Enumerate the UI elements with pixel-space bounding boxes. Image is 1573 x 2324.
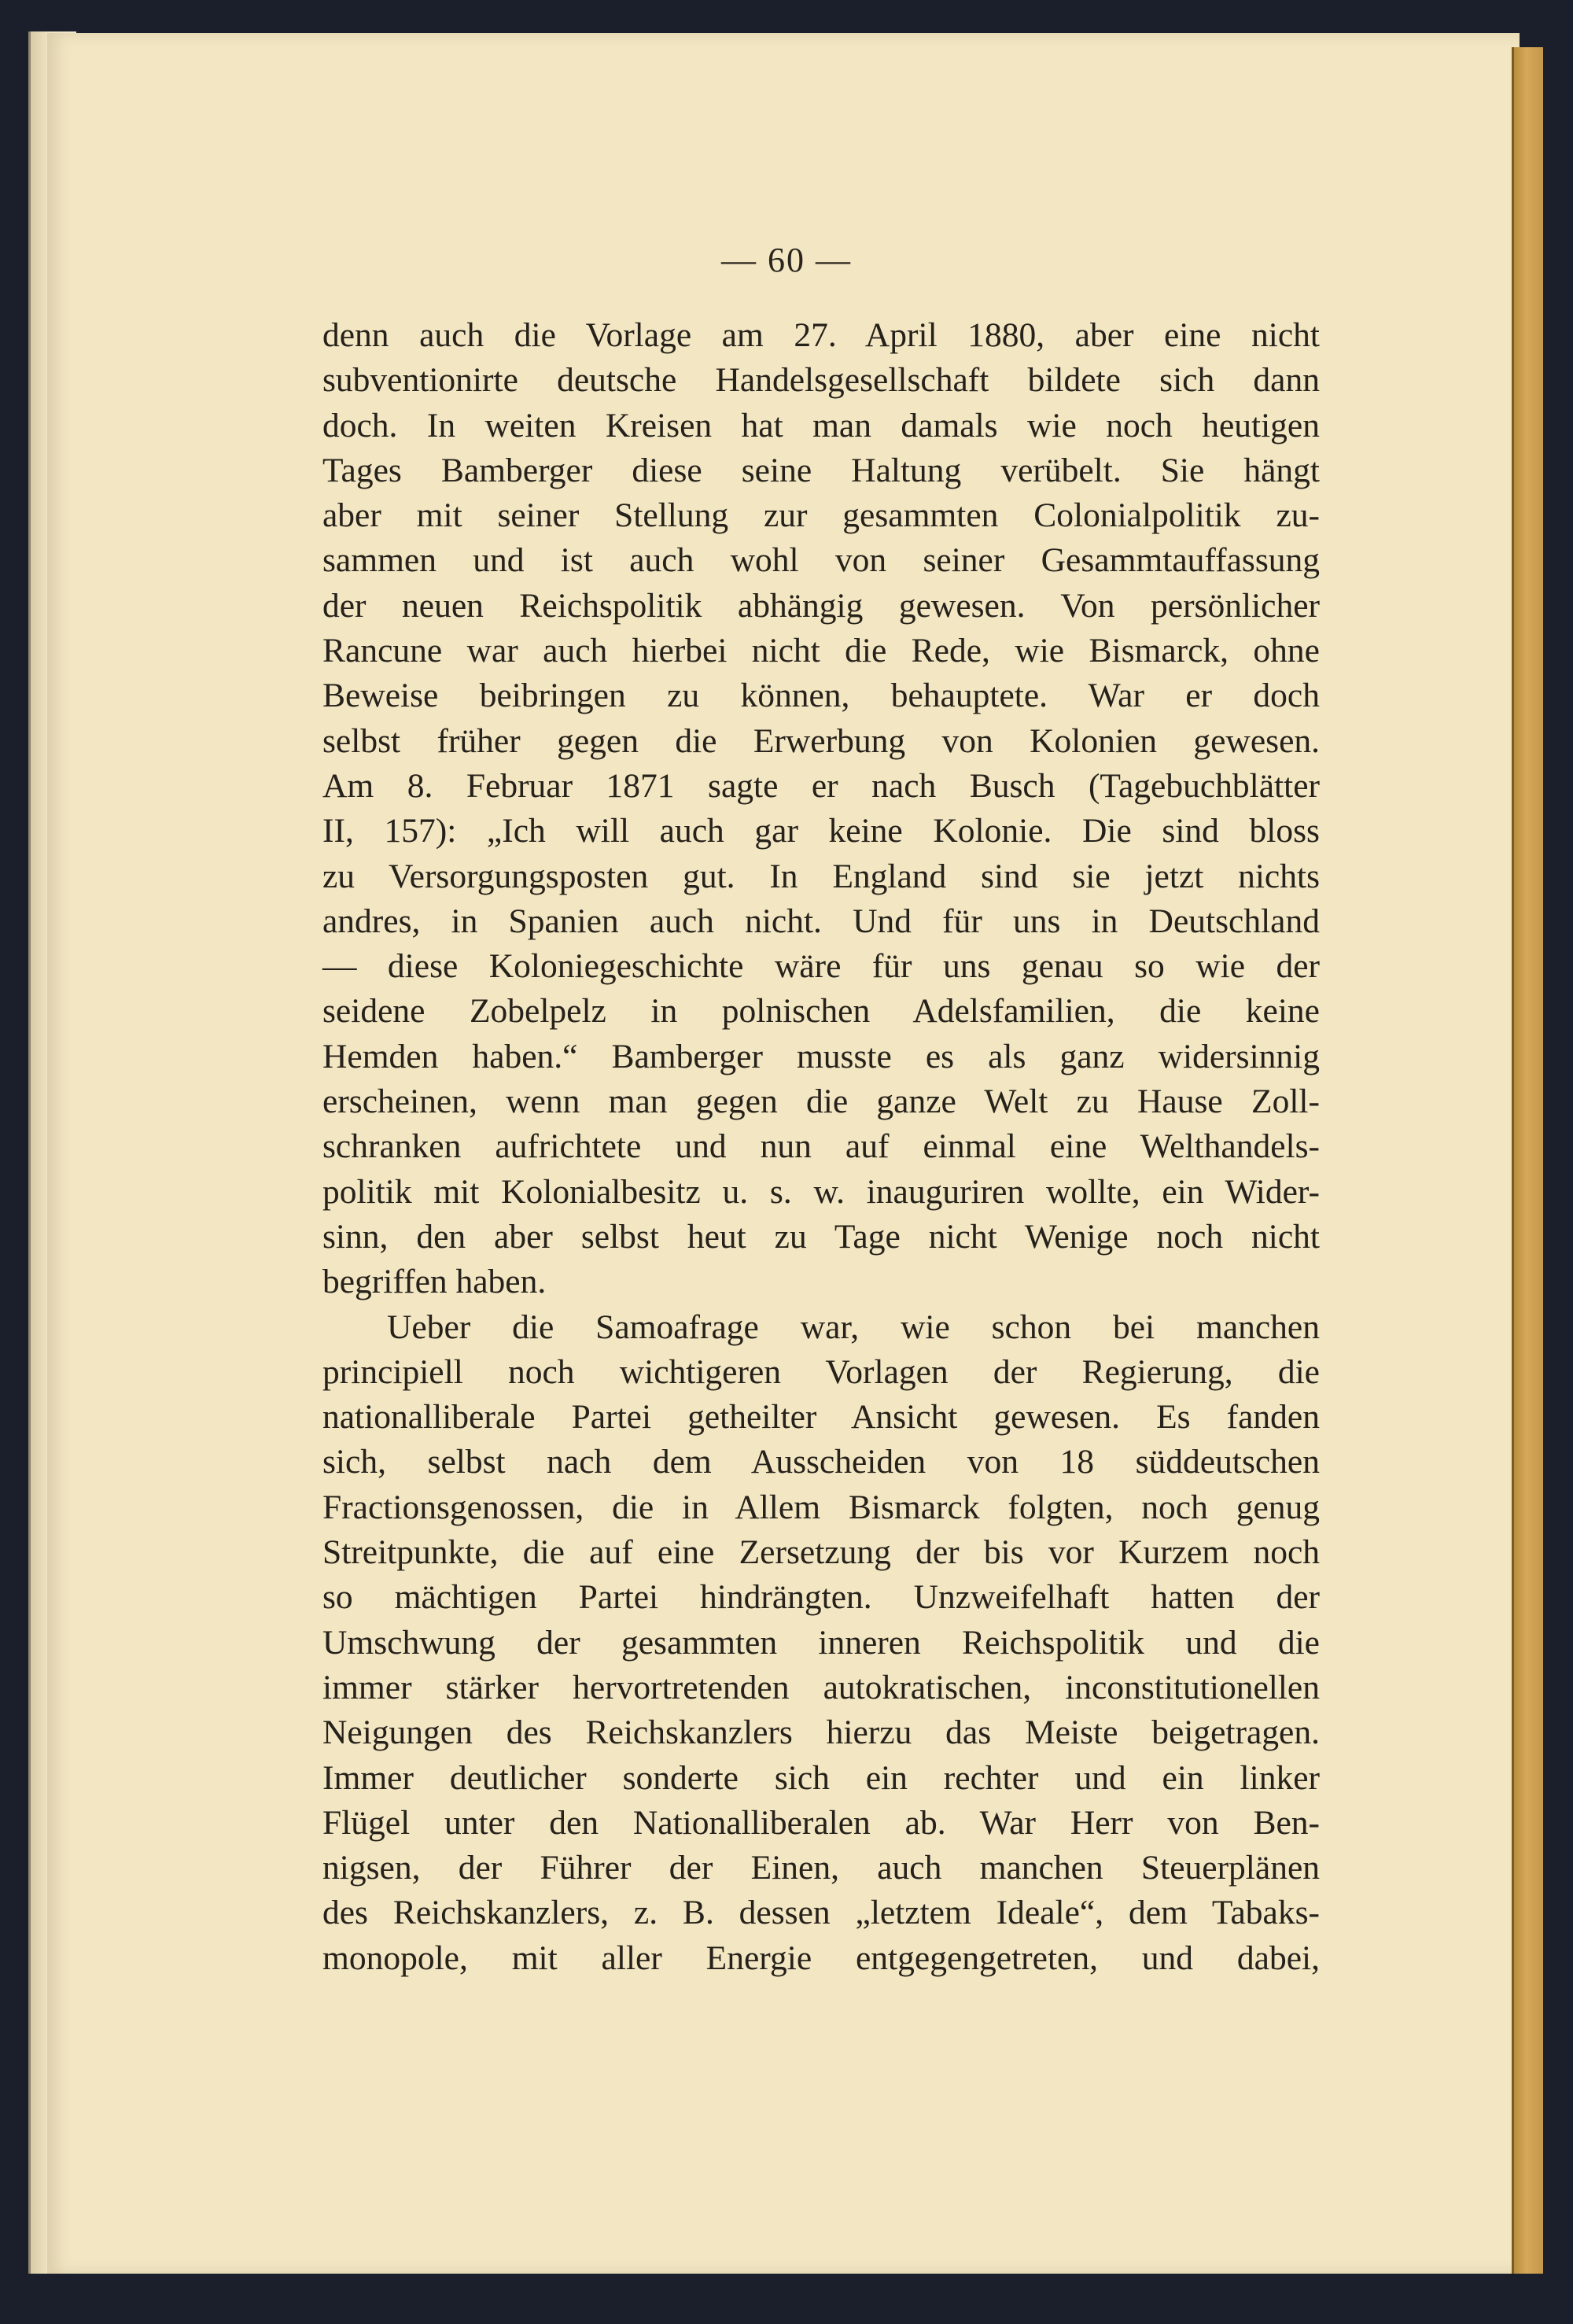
text-line: seidene Zobelpelz in polnischen Adelsfamilien, die keine xyxy=(322,992,1320,1031)
text-line: doch. In weiten Kreisen hat man damals wie noch heutigen xyxy=(322,406,1320,445)
text-line: andres, in Spanien auch nicht. Und für uns in Deutschland xyxy=(322,902,1320,940)
text-line: des Reichskanzlers, z. B. dessen „letztem Ideale“, dem Tabaks- xyxy=(322,1894,1320,1932)
text-line: so mächtigen Partei hindrängten. Unzweifelhaft hatten der xyxy=(322,1578,1320,1617)
paragraph-end-line: begriffen haben. xyxy=(322,1263,547,1301)
body-text xyxy=(322,313,1320,1981)
text-line: Am 8. Februar 1871 sagte er nach Busch (Tagebuchblätter xyxy=(322,766,1320,805)
text-line: monopole, mit aller Energie entgegengetreten, und dabei, xyxy=(322,1939,1320,1977)
text-line: sinn, den aber selbst heut zu Tage nicht Wenige noch nicht xyxy=(322,1217,1320,1256)
next-page-edge xyxy=(1512,47,1545,2274)
paragraph-start-line: Ueber die Samoafrage war, wie schon bei manchen xyxy=(387,1308,1320,1346)
text-line: Tages Bamberger diese seine Haltung verübelt. Sie hängt xyxy=(322,451,1320,489)
text-line: Immer deutlicher sonderte sich ein rechter und ein linker xyxy=(322,1758,1320,1797)
right-scan-strip xyxy=(1543,0,1573,2324)
text-line: selbst früher gegen die Erwerbung von Kolonien gewesen. xyxy=(322,721,1320,760)
text-line: Rancune war auch hierbei nicht die Rede, wie Bismarck, ohne xyxy=(322,632,1320,670)
text-line: — diese Koloniegeschichte wäre für uns genau so wie der xyxy=(322,947,1320,986)
text-line: sammen und ist auch wohl von seiner Gesammtauffassung xyxy=(322,541,1320,580)
text-line: Beweise beibringen zu können, behauptete. War er doch xyxy=(322,677,1320,715)
text-line: schranken aufrichtete und nun auf einmal eine Welthandels- xyxy=(322,1127,1320,1166)
text-line: immer stärker hervortretenden autokratischen, inconstitutionellen xyxy=(322,1668,1320,1706)
text-line: aber mit seiner Stellung zur gesammten Colonialpolitik zu- xyxy=(322,496,1320,535)
text-line: Umschwung der gesammten inneren Reichspolitik und die xyxy=(322,1623,1320,1662)
text-line: Neigungen des Reichskanzlers hierzu das Meiste beigetragen. xyxy=(322,1713,1320,1752)
text-line: erscheinen, wenn man gegen die ganze Welt zu Hause Zoll- xyxy=(322,1083,1320,1121)
text-line: denn auch die Vorlage am 27. April 1880, aber eine nicht xyxy=(322,316,1320,354)
text-line: subventionirte deutsche Handelsgesellschaft bildete sich dann xyxy=(322,361,1320,400)
text-line: zu Versorgungsposten gut. In England sind sie jetzt nichts xyxy=(322,857,1320,895)
text-line: principiell noch wichtigeren Vorlagen der Regierung, die xyxy=(322,1352,1320,1391)
text-line: II, 157): „Ich will auch gar keine Kolonie. Die sind bloss xyxy=(322,812,1320,850)
text-line: Hemden haben.“ Bamberger musste es als ganz widersinnig xyxy=(322,1037,1320,1075)
text-line: Flügel unter den Nationalliberalen ab. War Herr von Ben- xyxy=(322,1803,1320,1842)
text-line: nationalliberale Partei getheilter Ansicht gewesen. Es fanden xyxy=(322,1398,1320,1437)
text-line: der neuen Reichspolitik abhängig gewesen. Von persönlicher xyxy=(322,586,1320,625)
text-line: Streitpunkte, die auf eine Zersetzung der bis vor Kurzem noch xyxy=(322,1533,1320,1572)
text-line: politik mit Kolonialbesitz u. s. w. inauguriren wollte, ein Wider- xyxy=(322,1172,1320,1211)
page-number-header: — 60 — xyxy=(721,241,852,279)
text-line: sich, selbst nach dem Ausscheiden von 18 süddeutschen xyxy=(322,1443,1320,1481)
text-line: nigsen, der Führer der Einen, auch manchen Steuerplänen xyxy=(322,1849,1320,1887)
text-line: Fractionsgenossen, die in Allem Bismarck folgten, noch genug xyxy=(322,1488,1320,1526)
